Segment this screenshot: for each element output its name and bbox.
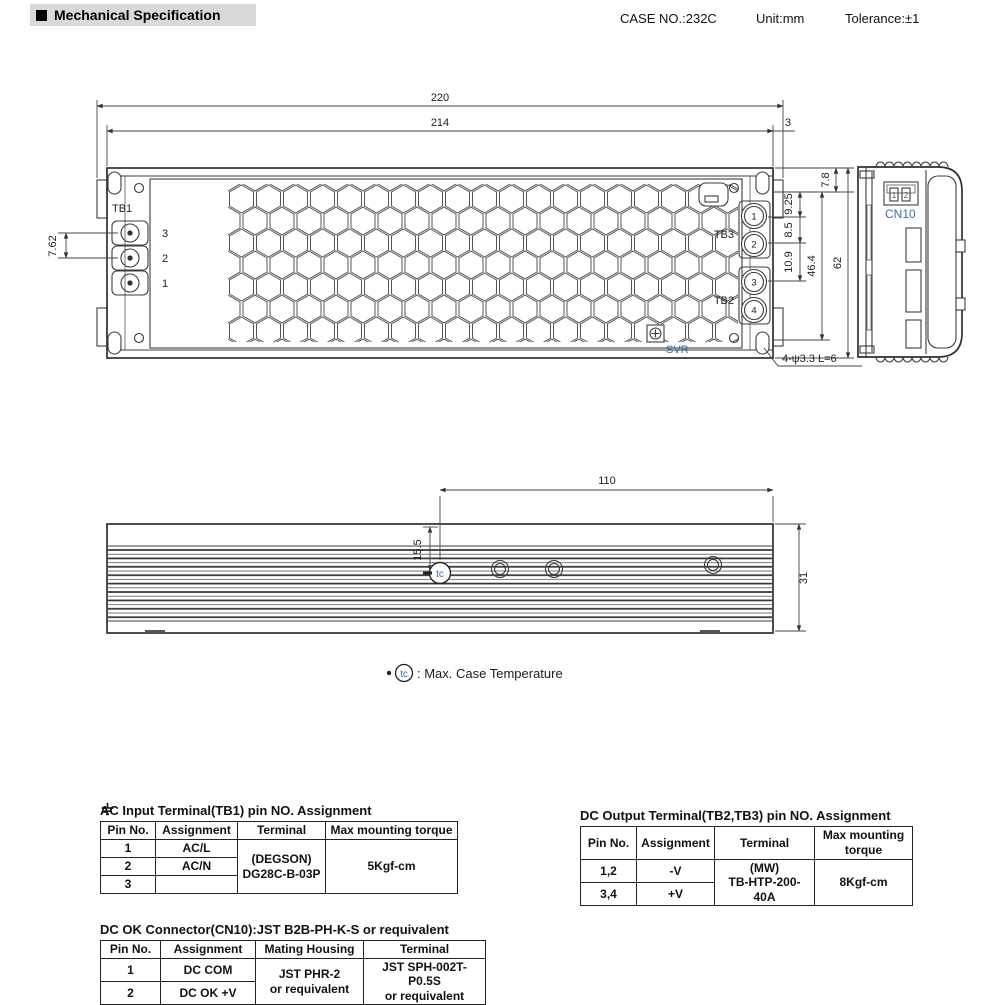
dc-output-table-title: DC Output Terminal(TB2,TB3) pin NO. Assignment <box>580 808 891 823</box>
col-header: Max mounting torque <box>815 827 913 860</box>
case-clip <box>699 183 728 206</box>
honeycomb-vent <box>228 184 738 342</box>
tc-symbol: tc <box>400 669 408 680</box>
unit-label: Unit:mm <box>756 11 805 26</box>
dc-output-table <box>580 826 913 906</box>
side-view <box>858 162 965 362</box>
temperature-note <box>387 665 563 682</box>
tb3-label: TB3 <box>713 229 734 241</box>
svg-text:62: 62 <box>832 256 844 270</box>
table-row: 1 AC/L (DEGSON) DG28C-B-03P 5Kgf-cm <box>101 840 458 858</box>
svg-text:9.25: 9.25 <box>783 193 795 215</box>
svg-text:3: 3 <box>784 117 792 129</box>
dc-ok-table-section <box>100 922 486 1005</box>
svg-text:214: 214 <box>430 117 450 129</box>
dc-ok-table-title: DC OK Connector(CN10):JST B2B-PH-K-S or requivalent <box>100 922 449 937</box>
tb1-label: TB1 <box>112 203 133 215</box>
col-header: Terminal <box>715 827 815 860</box>
terminal-cell: (MW) TB-HTP-200-40A <box>715 860 815 906</box>
col-header: Assignment <box>156 822 238 840</box>
dc-output-table-section <box>580 808 913 906</box>
earth-ground-icon <box>100 803 115 816</box>
output-pin-1: 1 <box>751 211 757 223</box>
dim-inner-width <box>107 117 773 166</box>
cn10-pin-2: 2 <box>903 191 909 200</box>
table-row: 2 DC OK +V <box>101 982 486 1005</box>
cn10-pin-1: 1 <box>891 191 897 200</box>
table-row: 3,4 +V <box>581 883 913 906</box>
mounting-hole-note <box>764 348 862 366</box>
svg-text:15.5: 15.5 <box>412 539 424 561</box>
terminal-cell: JST SPH-002T-P0.5S or requivalent <box>364 959 486 1005</box>
svg-text:7.62: 7.62 <box>47 235 59 257</box>
dim-end-offset <box>773 117 795 131</box>
ac-input-table-title: AC Input Terminal(TB1) pin NO. Assignment <box>100 803 372 818</box>
svg-text:31: 31 <box>798 571 810 585</box>
svg-text:110: 110 <box>598 475 616 487</box>
dim-hole-span <box>440 475 773 560</box>
svg-text:4-ψ3.3 L=6: 4-ψ3.3 L=6 <box>782 353 837 365</box>
svg-text:tc: tc <box>436 569 444 580</box>
case-no-label: CASE NO.:232C <box>620 11 717 26</box>
col-header: Pin No. <box>101 822 156 840</box>
tb1-pin-3: 3 <box>162 228 169 240</box>
ac-input-table-section <box>100 803 458 894</box>
torque-cell: 8Kgf-cm <box>815 860 913 906</box>
col-header: Max mounting torque <box>326 822 458 840</box>
svg-text:7.8: 7.8 <box>820 172 832 188</box>
col-header: Terminal <box>364 941 486 959</box>
tolerance-label: Tolerance:±1 <box>845 11 920 26</box>
col-header: Assignment <box>637 827 715 860</box>
svg-text:10.9: 10.9 <box>783 251 795 273</box>
dc-ok-table <box>100 940 486 1005</box>
table-row: 3 <box>101 876 458 894</box>
terminal-cell: (DEGSON) DG28C-B-03P <box>238 840 326 894</box>
col-header: Terminal <box>238 822 326 840</box>
cn10-label: CN10 <box>885 207 916 221</box>
tc-note-text: : Max. Case Temperature <box>417 666 563 681</box>
dim-depth <box>775 524 810 631</box>
ac-input-table <box>100 821 458 894</box>
dim-right-chain <box>768 168 854 358</box>
table-row: 1,2 -V (MW) TB-HTP-200-40A 8Kgf-cm <box>581 860 913 883</box>
bottom-view <box>107 475 810 633</box>
dim-overall-width <box>97 92 783 178</box>
output-pin-2: 2 <box>751 239 757 251</box>
torque-cell: 5Kgf-cm <box>326 840 458 894</box>
front-view <box>47 92 862 366</box>
svg-text:46.4: 46.4 <box>806 255 818 277</box>
mating-housing-cell: JST PHR-2 or requivalent <box>256 959 364 1005</box>
output-pin-4: 4 <box>751 305 757 317</box>
tb2-label: TB2 <box>713 295 734 307</box>
tb1-terminal-block <box>112 203 168 295</box>
col-header: Assignment <box>161 941 256 959</box>
table-row: 1 DC COM JST PHR-2 or requivalent JST SPH-002T-P0.5S or requivalent <box>101 959 486 982</box>
svg-text:8.5: 8.5 <box>783 222 795 238</box>
col-header: Pin No. <box>101 941 161 959</box>
output-pin-3: 3 <box>751 277 757 289</box>
table-row: 2 AC/N <box>101 858 458 876</box>
earth-ground-cell <box>156 876 238 894</box>
bullet-dot <box>387 671 391 675</box>
tb1-pin-1: 1 <box>162 278 169 290</box>
page-title: Mechanical Specification <box>54 7 221 23</box>
svg-text:220: 220 <box>430 92 450 104</box>
col-header: Mating Housing <box>256 941 364 959</box>
col-header: Pin No. <box>581 827 637 860</box>
svr-label: SVR <box>666 344 689 356</box>
tb1-pin-2: 2 <box>162 253 169 265</box>
cn10-connector <box>884 182 918 221</box>
